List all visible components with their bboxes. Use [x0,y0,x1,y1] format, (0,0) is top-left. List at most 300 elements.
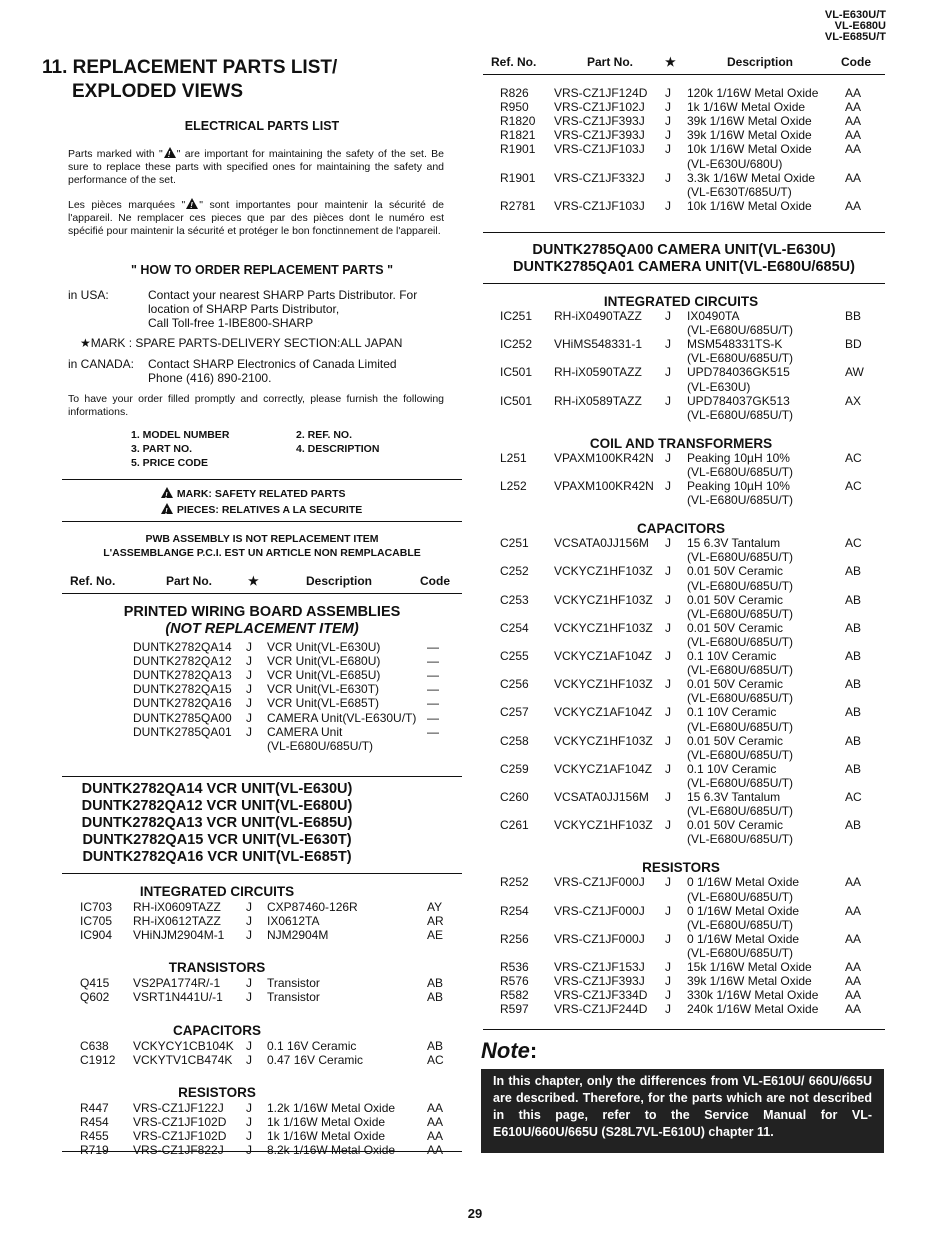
unit-title: DUNTK2785QA00 CAMERA UNIT(VL-E630U) [532,242,836,258]
pwb-notice [62,532,462,560]
col-star: ★ [665,55,676,69]
ref-no: C257 [500,705,529,720]
usa-line: Call Toll-free 1-IBE800-SHARP [148,316,314,330]
part-no: DUNTK2782QA12 [133,654,232,669]
code: AB [845,761,862,776]
ref-no: L251 [500,450,527,465]
ref-no: R252 [500,875,529,890]
description: 1k 1/16W Metal Oxide [687,100,806,115]
part-no: VRS-CZ1JF393J [554,114,645,129]
ref-no: Q602 [80,990,110,1005]
chapter-number: 11. [42,57,68,78]
part-no: VS2PA1774R/-1 [133,976,221,991]
code: AB [427,1038,444,1053]
unit-title: DUNTK2782QA15 VCR UNIT(VL-E630T) [82,832,352,848]
part-no: RH-iX0589TAZZ [554,393,642,408]
code: — [427,682,439,697]
pwb-notice-en: PWB ASSEMBLY IS NOT REPLACEMENT ITEM [145,533,379,545]
rank: J [665,988,671,1003]
ref-no: Q415 [80,976,110,991]
rank: J [246,1038,252,1053]
part-no: DUNTK2785QA01 [133,724,232,739]
ref-no: R576 [500,974,529,989]
code: AA [845,960,862,974]
model-applicability: (VL-E630U) [687,379,751,394]
part-no: VCKYCZ1HF103Z [554,592,653,607]
rank: J [246,976,252,991]
part-no: DUNTK2782QA14 [133,640,232,654]
rank: J [665,86,671,100]
description: 39k 1/16W Metal Oxide [687,128,812,143]
model-applicability: (VL-E680U/685U/T) [687,578,794,593]
model-applicability: (VL-E680U/685U/T) [687,804,794,819]
chapter-title [42,56,337,104]
order-item-list-right [296,428,379,456]
rank: J [665,649,671,663]
rank: J [665,365,671,380]
description: 120k 1/16W Metal Oxide [687,86,819,100]
description: 0.01 50V Ceramic [687,564,784,579]
ref-no: R1901 [500,142,536,157]
ref-no: IC501 [500,365,533,380]
rank: J [665,960,671,974]
model-applicability: (VL-E680U/685U/T) [687,719,794,734]
warning-icon [186,198,198,209]
code: AW [845,365,864,380]
code: AB [845,818,862,833]
part-no: VCKYCZ1HF103Z [554,818,653,833]
description: 0.1 10V Ceramic [687,705,777,720]
part-no: VRS-CZ1JF102D [133,1128,227,1143]
order-item: 3. PART NO. [131,443,193,455]
rank: J [246,724,252,739]
ref-no: R1821 [500,128,536,143]
safety-mark-en: MARK: SAFETY RELATED PARTS [176,488,346,500]
part-no: VRS-CZ1JF393J [554,974,645,989]
part-no: RH-iX0612TAZZ [133,914,221,929]
description: 0.01 50V Ceramic [687,733,784,748]
rank: J [665,790,671,804]
code: AB [845,620,862,635]
code: AB [845,677,862,692]
model-applicability: (VL-E680U/685U/T) [687,917,794,932]
how-to-order-heading: " HOW TO ORDER REPLACEMENT PARTS " [130,263,394,277]
description: 0.1 10V Ceramic [687,649,777,663]
divider [483,232,885,233]
description: 0.01 50V Ceramic [687,620,784,635]
ref-no: C254 [500,620,529,635]
section-heading: INTEGRATED CIRCUITS [603,294,759,309]
code: AB [427,990,444,1005]
ref-no: R254 [500,903,529,918]
note-box: In this chapter, only the differences from VL-E610U/ 660U/665U are described. Therefore, for the parts which are not described in this page, refer to the Service Manual for VL-E610U/660U/665U (S28L7VL-E610U) chapter 11. [481,1069,884,1153]
rank: J [665,536,671,551]
ref-no: R256 [500,931,529,946]
code: AX [845,393,862,408]
part-no: VRS-CZ1JF393J [554,128,645,143]
model-applicability: (VL-E680U/685U/T) [687,407,794,422]
ref-no: C260 [500,790,529,804]
note-heading [481,1038,537,1064]
code: AC [845,536,862,551]
description: 330k 1/16W Metal Oxide [687,988,819,1003]
model-applicability: (VL-E630U/680U) [687,156,783,171]
model-applicability: (VL-E680U/685U/T) [687,775,794,790]
code: AA [427,1143,444,1157]
part-no: VCKYCZ1HF103Z [554,564,653,579]
part-no: VRS-CZ1JF000J [554,903,645,918]
electrical-heading: ELECTRICAL PARTS LIST [184,119,340,133]
model-applicability: (VL-E680U/685U/T) [687,832,794,847]
ref-no: R536 [500,960,529,974]
part-no: VCKYCZ1HF103Z [554,620,653,635]
ref-no: R597 [500,1002,529,1017]
description: UPD784037GK513 [687,393,790,408]
code: AA [427,1114,444,1129]
rank: J [246,1143,252,1157]
rank: J [665,100,671,115]
description: 0.01 50V Ceramic [687,677,784,692]
rank: J [665,479,671,493]
ref-no: IC501 [500,393,533,408]
intro-en-b: " are important for maintaining the safety of the set. Be sure to replace these parts with specified ones for maintaining the safety and performance of the set. [68,148,444,187]
description: 39k 1/16W Metal Oxide [687,114,812,129]
rank: J [665,170,671,185]
code: — [427,668,439,683]
rank: J [246,682,252,697]
section-heading: CAPACITORS [636,521,725,537]
model-applicability: (VL-E680U/685U/T) [687,747,794,762]
code: AB [845,592,862,607]
description: CAMERA Unit [267,724,343,739]
code: AA [845,142,862,157]
code: AC [845,479,862,493]
code: AA [845,114,862,129]
code: AA [845,903,862,918]
description: 0 1/16W Metal Oxide [687,875,800,890]
rank: J [665,761,671,776]
rank: J [246,900,252,914]
unit-title: DUNTK2782QA12 VCR UNIT(VL-E680U) [81,798,353,814]
part-no: VRS-CZ1JF000J [554,931,645,946]
model-applicability: (VL-E680U/685U/T) [687,691,794,706]
model-applicability: (VL-E680U/685U/T) [687,550,794,565]
ref-no: R1901 [500,170,536,185]
rank: J [665,974,671,989]
intro-en-a: Parts marked with " [68,148,163,160]
safety-marks [160,486,362,518]
section-heading: CAPACITORS [172,1022,261,1038]
unit-title: DUNTK2782QA13 VCR UNIT(VL-E685U) [81,815,353,831]
part-no: VRS-CZ1JF000J [554,875,645,890]
section-heading: TRANSISTORS [168,960,266,976]
model-applicability: (VL-E680U/685U/T) [267,738,374,753]
usa-line: Contact your nearest SHARP Parts Distributor. For [148,288,418,302]
ref-no: C1912 [80,1052,116,1067]
divider [483,74,885,75]
pwb-title: PRINTED WIRING BOARD ASSEMBLIES [123,604,401,620]
chapter-title-line1: REPLACEMENT PARTS LIST/ [72,57,338,78]
divider [62,479,462,480]
model-1: VL-E630U/T [824,9,886,21]
order-item: 1. MODEL NUMBER [131,429,230,441]
description: 10k 1/16W Metal Oxide [687,142,812,157]
rank: J [246,1114,252,1129]
part-no: VCKYCZ1HF103Z [554,733,653,748]
chapter-title-line2: EXPLODED VIEWS [72,81,244,102]
code: BD [845,337,862,352]
divider [483,1029,885,1030]
part-no: DUNTK2782QA16 [133,696,232,711]
section-heading: RESISTORS [178,1084,256,1100]
canada-label: in CANADA: [68,357,135,371]
usa-label: in USA: [68,288,109,302]
part-no: VCKYTV1CB474K [133,1052,233,1067]
pwb-subtitle: (NOT REPLACEMENT ITEM) [165,621,359,637]
order-item: 4. DESCRIPTION [296,443,380,455]
ref-no: IC703 [80,900,113,914]
divider [62,521,462,522]
ref-no: R950 [500,100,529,115]
description: 0.1 16V Ceramic [267,1038,357,1053]
note-colon: : [529,1038,538,1063]
code: — [427,710,439,725]
ref-no: IC904 [80,928,113,943]
description: CXP87460-126R [267,900,358,914]
rank: J [665,818,671,833]
rank: J [246,668,252,683]
description: 0.1 10V Ceramic [687,761,777,776]
description: 1k 1/16W Metal Oxide [267,1114,386,1129]
description: IX0490TA [687,309,740,323]
section-heading: RESISTORS [642,860,720,876]
code: AB [845,733,862,748]
description: 15k 1/16W Metal Oxide [687,960,812,974]
rank: J [246,1052,252,1067]
ref-no: C255 [500,649,529,663]
description: 0.01 50V Ceramic [687,592,784,607]
rank: J [665,564,671,579]
code: AB [845,649,862,663]
part-no: RH-iX0590TAZZ [554,365,642,380]
col-star: ★ [248,574,259,588]
code: AC [845,450,862,465]
code: AA [845,86,862,100]
model-2: VL-E680U [834,20,886,32]
ref-no: C638 [80,1038,109,1053]
part-no: VHiNJM2904M-1 [133,928,225,943]
col-part-no: Part No. [166,574,213,588]
ref-no: C256 [500,677,529,692]
part-no: DUNTK2785QA00 [133,710,232,725]
ref-no: C251 [500,536,529,551]
code: — [427,724,439,739]
col-part-no: Part No. [587,55,634,69]
rank: J [246,640,252,654]
unit-title: DUNTK2782QA14 VCR UNIT(VL-E630U) [81,781,353,797]
part-no: VRS-CZ1JF153J [554,960,645,974]
part-no: VSRT1N441U/-1 [133,990,223,1005]
description: Peaking 10µH 10% [687,450,790,465]
rank: J [246,1128,252,1143]
rank: J [665,198,671,213]
model-applicability: (VL-E680U/685U/T) [687,351,794,366]
code: AA [845,198,862,213]
spare-parts-mark: ★MARK : SPARE PARTS-DELIVERY SECTION:ALL JAPAN [80,336,403,350]
model-applicability: (VL-E680U/685U/T) [687,323,794,338]
intro-fr-a: Les pièces marquées " [68,199,186,211]
rank: J [665,309,671,323]
canada-line: Phone (416) 890-2100. [148,371,272,385]
order-item-list-left [131,428,229,470]
model-applicability: (VL-E680U/685U/T) [687,606,794,621]
model-applicability: (VL-E680U/685U/T) [687,634,794,649]
part-no: RH-iX0490TAZZ [554,309,642,323]
rank: J [246,654,252,669]
description: Transistor [267,976,320,991]
part-no: DUNTK2782QA15 [133,682,232,697]
rank: J [665,931,671,946]
code: AA [845,1002,862,1017]
part-no: VRS-CZ1JF124D [554,86,648,100]
rank: J [665,337,671,352]
description: 3.3k 1/16W Metal Oxide [687,170,816,185]
rank: J [246,928,252,943]
description: 10k 1/16W Metal Oxide [687,198,812,213]
model-applicability: (VL-E630T/685U/T) [687,184,792,199]
ref-no: IC705 [80,914,113,929]
part-no: VRS-CZ1JF822J [133,1143,224,1157]
part-no: VRS-CZ1JF103J [554,142,645,157]
code: — [427,696,439,711]
rank: J [246,914,252,929]
description: Peaking 10µH 10% [687,479,790,493]
rank: J [665,677,671,692]
description: IX0612TA [267,914,320,929]
usa-line: location of SHARP Parts Distributor, [148,302,340,316]
divider [62,776,462,777]
description: 39k 1/16W Metal Oxide [687,974,812,989]
col-ref-no: Ref. No. [491,55,537,69]
order-item: 5. PRICE CODE [131,457,209,469]
warning-icon [161,487,173,498]
part-no: VRS-CZ1JF334D [554,988,648,1003]
code: AA [845,974,862,989]
ref-no: R447 [80,1100,109,1115]
safety-mark-fr: PIECES: RELATIVES A LA SECURITE [176,504,363,516]
model-applicability: (VL-E680U/685U/T) [687,493,794,508]
rank: J [665,875,671,890]
part-no: VCSATA0JJ156M [554,536,649,551]
description: VCR Unit(VL-E685T) [267,696,380,711]
rank: J [246,710,252,725]
part-no: VHiMS548331-1 [554,337,643,352]
rank: J [665,393,671,408]
order-instructions: To have your order filled promptly and correctly, please furnish the following informations. [68,393,444,419]
part-no: DUNTK2782QA13 [133,668,232,683]
ref-no: C252 [500,564,529,579]
description: Transistor [267,990,320,1005]
model-applicability: (VL-E680U/685U/T) [687,663,794,678]
part-no: VCKYCZ1AF104Z [554,761,653,776]
rank: J [665,705,671,720]
rank: J [246,990,252,1005]
code: AB [427,976,444,991]
divider [483,283,885,284]
description: 240k 1/16W Metal Oxide [687,1002,819,1017]
part-no: VCKYCZ1AF104Z [554,649,653,663]
ref-no: C253 [500,592,529,607]
rank: J [665,733,671,748]
description: 15 6.3V Tantalum [687,536,781,551]
code: AA [845,875,862,890]
rank: J [665,142,671,157]
part-no: RH-iX0609TAZZ [133,900,221,914]
unit-title: DUNTK2785QA01 CAMERA UNIT(VL-E680U/685U) [513,259,855,275]
ref-no: C259 [500,761,529,776]
description: VCR Unit(VL-E630U) [267,640,381,654]
description: 0 1/16W Metal Oxide [687,903,800,918]
description: UPD784036GK515 [687,365,790,380]
model-applicability: (VL-E680U/685U/T) [687,889,794,904]
rank: J [665,114,671,129]
divider [62,1151,462,1152]
ref-no: R1820 [500,114,536,129]
warning-icon [161,503,173,514]
intro-fr-b: " sont importantes pour maintenir la sécurité de l'appareil. Ne remplacer ces pieces que par des pièces dont le numéro est spécifié pour maintenir la sécurité et protéger le bon fonctinnement de l'appareil. [68,199,445,238]
code: AA [845,170,862,185]
ref-no: C261 [500,818,529,833]
code: — [427,640,439,654]
rank: J [665,128,671,143]
divider [62,593,462,594]
pwb-notice-fr: L'ASSEMBLANGE P.C.I. EST UN ARTICLE NON REMPLACABLE [103,547,421,559]
part-no: VRS-CZ1JF102D [133,1114,227,1129]
ref-no: R582 [500,988,529,1003]
description: CAMERA Unit(VL-E630U/T) [267,710,417,725]
model-applicability: (VL-E680U/685U/T) [687,945,794,960]
description: 0.01 50V Ceramic [687,818,784,833]
model-applicability: (VL-E680U/685U/T) [687,464,794,479]
code: AA [845,988,862,1003]
order-item: 2. REF. NO. [296,429,353,441]
code: AA [845,100,862,115]
warning-icon [164,147,176,158]
rank: J [665,620,671,635]
code: AR [427,914,444,929]
ref-no: R2781 [500,198,536,213]
note-label: Note [481,1038,530,1063]
code: AB [845,564,862,579]
rank: J [665,903,671,918]
intro-en [68,146,444,188]
description: 1k 1/16W Metal Oxide [267,1128,386,1143]
description: 15 6.3V Tantalum [687,790,781,804]
code: AE [427,928,444,943]
part-no: VCSATA0JJ156M [554,790,649,804]
description: NJM2904M [267,928,329,943]
ref-no: L252 [500,479,527,493]
intro-fr [68,197,444,239]
rank: J [665,1002,671,1017]
rank: J [246,696,252,711]
code: AC [427,1052,444,1067]
ref-no: IC252 [500,337,533,352]
code: AB [845,705,862,720]
page-number: 29 [467,1206,483,1221]
description: 8.2k 1/16W Metal Oxide [267,1143,396,1157]
description: MSM548331TS-K [687,337,783,352]
